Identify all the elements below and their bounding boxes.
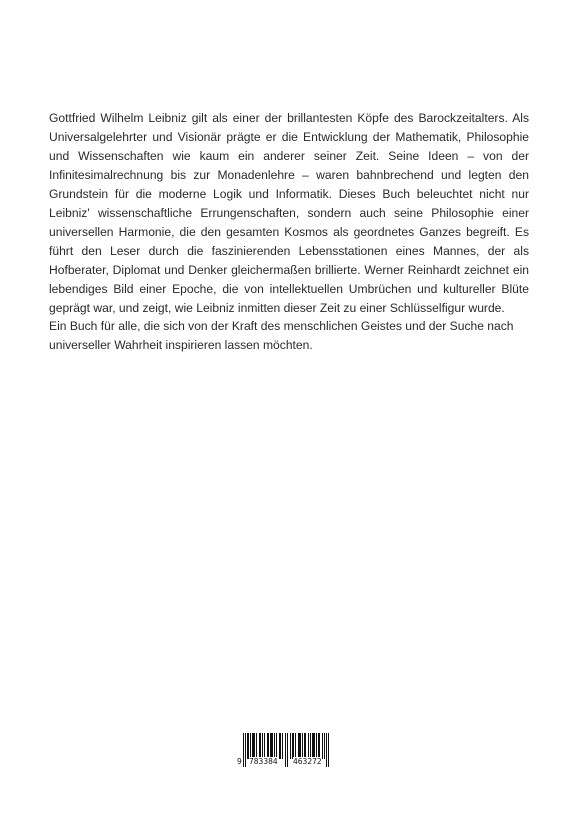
barcode-digit-first: 9 bbox=[237, 757, 242, 766]
blurb-paragraph-2: Ein Buch für alle, die sich von der Kraft des menschlichen Geistes und der Suche nach universeller Wahrheit inspirieren lassen möchten. bbox=[49, 319, 514, 353]
barcode-digits-right: 463272 bbox=[293, 757, 322, 766]
barcode-digits-left: 783384 bbox=[249, 757, 278, 766]
back-cover-blurb bbox=[49, 109, 529, 355]
blurb-paragraph-1: Gottfried Wilhelm Leibniz gilt als einer der brillantesten Köpfe des Barockzeitalters. Als Universalgelehrter und Visionär prägte er die Entwicklung der Mathematik, Philosophie und Wissenschaften wie kaum ein anderer seiner Zeit. Seine Ideen – von der Infinitesimalrechnung bis zur Monadenlehre – waren bahnbrechend und legten den Grundstein für die moderne Logik und Informatik. Dieses Buch beleuchtet nicht nur Leibniz' wissenschaftliche Errungenschaften, sondern auch seine Philosophie einer universellen Harmonie, die den gesamten Kosmos als geordnetes Ganzes begreift. Es führt den Leser durch die faszinierenden Lebensstationen eines Mannes, der als Hofberater, Diplomat und Denker gleichermaßen brillierte. Werner Reinhardt zeichnet ein lebendiges Bild einer Epoche, die von intellektuellen Umbrüchen und kultureller Blüte geprägt war, und zeigt, wie Leibniz inmitten dieser Zeit zu einer Schlüsselfigur wurde. bbox=[49, 111, 529, 315]
barcode-digits bbox=[237, 757, 341, 771]
isbn-barcode bbox=[237, 733, 341, 771]
